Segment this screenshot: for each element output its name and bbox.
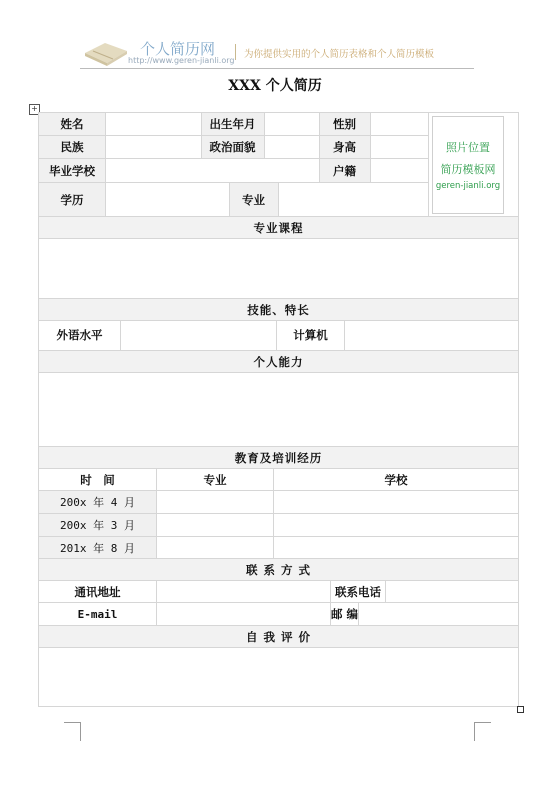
site-slogan: 为你提供实用的个人简历表格和个人简历模板 [244, 49, 435, 60]
ethnicity-value-cell[interactable] [105, 136, 201, 158]
edu-header-school: 学校 [384, 472, 408, 487]
address-label: 通讯地址 [39, 581, 156, 602]
computer-label: 计算机 [277, 321, 344, 349]
political-label: 政治面貌 [201, 136, 264, 158]
major-value-cell[interactable] [278, 183, 428, 216]
page-corner-mark-left [64, 722, 81, 741]
zip-label: 邮 编 [331, 603, 358, 625]
header-divider [235, 44, 236, 60]
education-value-cell[interactable] [105, 183, 229, 216]
page-corner-mark-right [474, 722, 491, 741]
section-contact-title: 联 系 方 式 [39, 559, 518, 580]
name-label: 姓名 [39, 113, 105, 135]
political-value-cell[interactable] [264, 136, 319, 158]
page-title: XXX 个人简历 [228, 78, 322, 94]
major-label: 专业 [229, 183, 278, 216]
ability-content-area[interactable] [39, 373, 518, 446]
edu-row-time: 201x 年 8 月 [39, 537, 156, 558]
photo-text-3: geren-jianli.org [435, 181, 501, 191]
hukou-label: 户籍 [319, 159, 370, 182]
email-label: E-mail [39, 603, 156, 625]
site-url[interactable]: http://www.geren-jianli.org [128, 56, 235, 65]
header-rule [80, 68, 474, 69]
gender-label: 性别 [319, 113, 370, 135]
height-value-cell[interactable] [370, 136, 428, 158]
email-value-cell[interactable] [157, 603, 330, 625]
edu-row-school-cell[interactable] [274, 514, 518, 536]
edu-row-major-cell[interactable] [157, 491, 273, 513]
phone-label: 联系电话 [331, 581, 385, 602]
name-value-cell[interactable] [105, 113, 201, 135]
edu-row-major-cell[interactable] [157, 537, 273, 558]
courses-content-area[interactable] [39, 239, 518, 298]
birth-value-cell[interactable] [264, 113, 319, 135]
ethnicity-label: 民族 [39, 136, 105, 158]
school-value-cell[interactable] [105, 159, 319, 182]
edu-row-major-cell[interactable] [157, 514, 273, 536]
book-logo-icon [83, 39, 129, 67]
table-move-handle-icon[interactable]: + [29, 104, 40, 115]
address-value-cell[interactable] [157, 581, 330, 602]
education-label: 学历 [39, 183, 105, 216]
edu-header-time: 时 间 [39, 469, 156, 490]
section-skills-title: 技能、特长 [39, 299, 518, 320]
photo-text-1: 照片位置 [446, 141, 490, 154]
zip-value-cell[interactable] [359, 603, 518, 625]
language-label: 外语水平 [39, 321, 120, 349]
computer-value-cell[interactable] [345, 321, 518, 349]
self-eval-content-area[interactable] [39, 648, 518, 706]
school-label: 毕业学校 [39, 159, 105, 182]
site-brand[interactable]: 个人简历网 [140, 40, 216, 58]
edu-row-time: 200x 年 4 月 [39, 491, 156, 513]
height-label: 身高 [319, 136, 370, 158]
section-self-eval-title: 自 我 评 价 [39, 626, 518, 647]
edu-header-major: 专业 [203, 472, 227, 487]
table-resize-handle-icon[interactable] [517, 706, 524, 713]
section-ability-title: 个人能力 [39, 351, 518, 372]
language-value-cell[interactable] [121, 321, 276, 349]
section-courses-title: 专业课程 [39, 217, 518, 238]
hukou-value-cell[interactable] [370, 159, 428, 182]
section-education-title: 教育及培训经历 [39, 447, 518, 468]
edu-row-school-cell[interactable] [274, 537, 518, 558]
edu-row-school-cell[interactable] [274, 491, 518, 513]
birth-label: 出生年月 [201, 113, 264, 135]
phone-value-cell[interactable] [386, 581, 518, 602]
photo-text-2: 简历模板网 [440, 163, 496, 176]
gender-value-cell[interactable] [370, 113, 428, 135]
edu-row-time: 200x 年 3 月 [39, 514, 156, 536]
photo-placeholder[interactable] [432, 116, 504, 214]
